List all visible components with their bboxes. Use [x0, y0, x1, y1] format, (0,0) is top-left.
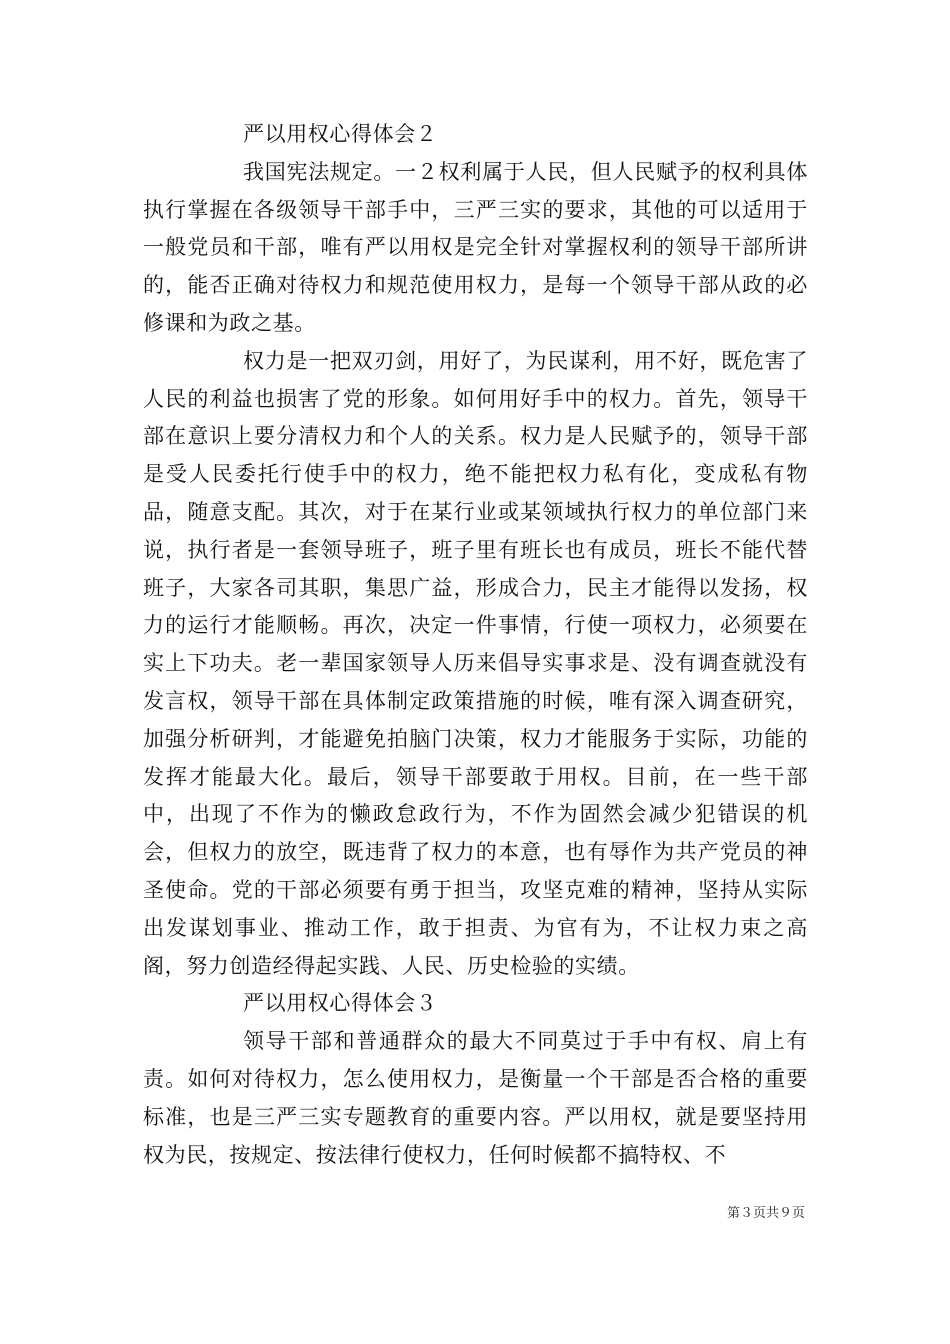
body-paragraph: 权力是一把双刃剑，用好了，为民谋利，用不好，既危害了人民的利益也损害了党的形象。如何用好手中的权力。首先，领导干部在意识上要分清权力和个人的关系。权力是人民赋予的，领导干部是受人民委托行使手中的权力，绝不能把权力私有化，变成私有物品，随意支配。其次，对于在某行业或某领域执行权力的单位部门来说，执行者是一套领导班子，班子里有班长也有成员，班长不能代替班子，大家各司其职，集思广益，形成合力，民主才能得以发扬，权力的运行才能顺畅。再次，决定一件事情，行使一项权力，必须要在实上下功夫。老一辈国家领导人历来倡导实事求是、没有调查就没有发言权，领导干部在具体制定政策措施的时候，唯有深入调查研究，加强分析研判，才能避免拍脑门决策，权力才能服务于实际，功能的发挥才能最大化。最后，领导干部要敢于用权。目前，在一些干部中，出现了不作为的懒政怠政行为，不作为固然会减少犯错误的机会，但权力的放空，既违背了权力的本意，也有辱作为共产党员的神圣使命。党的干部必须要有勇于担当，攻坚克难的精神，坚持从实际出发谋划事业、推动工作，敢于担责、为官有为，不让权力束之高阁，努力创造经得起实践、人民、历史检验的实绩。: [143, 348, 808, 978]
document-body: [143, 116, 808, 1174]
section-heading: 严以用权心得体会２: [243, 122, 438, 146]
page-number: 第３页共９页: [726, 1206, 805, 1221]
body-paragraph: 领导干部和普通群众的最大不同莫过于手中有权、肩上有责。如何对待权力，怎么使用权力，是衡量一个干部是否合格的重要标准，也是三严三实专题教育的重要内容。严以用权，就是要坚持用权为民，按规定、按法律行使权力，任何时候都不搞特权、不: [143, 1029, 808, 1167]
section-heading: 严以用权心得体会３: [243, 991, 438, 1016]
body-paragraph: 我国宪法规定。一２权利属于人民，但人民赋予的权利具体执行掌握在各级领导干部手中，三严三实的要求，其他的可以适用于一般党员和干部，唯有严以用权是完全针对掌握权利的领导干部所讲的，能否正确对待权力和规范使用权力，是每一个领导干部从政的必修课和为政之基。: [143, 159, 808, 335]
